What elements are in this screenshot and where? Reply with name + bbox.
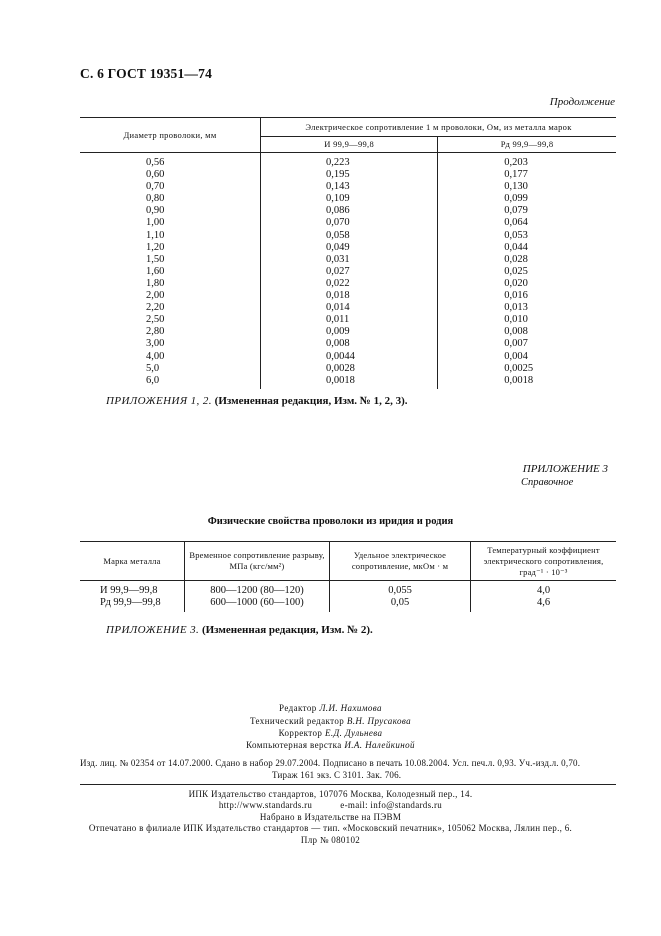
cell-resistance-ir: 0,0018 xyxy=(261,375,438,389)
credit-layout xyxy=(0,740,661,750)
cell-resistivity: 0,05 xyxy=(330,597,471,612)
cell-strength: 600—1000 (60—100) xyxy=(185,597,330,612)
page-header: С. 6 ГОСТ 19351—74 xyxy=(80,66,213,81)
cell-resistance-ir: 0,009 xyxy=(261,326,438,338)
credit-layout-role: Компьютерная верстка xyxy=(246,740,342,750)
cell-diameter: 0,90 xyxy=(80,205,261,217)
credit-corrector-role: Корректор xyxy=(278,728,323,738)
cell-resistance-rh: 0,007 xyxy=(504,338,528,350)
cell-resistance-ir: 0,058 xyxy=(261,230,438,242)
cell-diameter: 1,20 xyxy=(80,242,261,254)
cell-resistance-ir: 0,018 xyxy=(261,290,438,302)
cell-metal-grade: Рд 99,9—99,8 xyxy=(80,597,185,612)
cell-diameter: 1,80 xyxy=(80,278,261,290)
cell-diameter: 0,70 xyxy=(80,181,261,193)
col-header-metal-rh: Рд 99,9—99,8 xyxy=(438,136,616,152)
cell-temp-coefficient: 4,6 xyxy=(536,597,551,608)
cell-diameter: 0,56 xyxy=(80,153,261,170)
cell-resistance-ir: 0,0028 xyxy=(261,363,438,375)
cell-resistance-ir: 0,070 xyxy=(261,217,438,229)
imprint-divider xyxy=(80,784,616,785)
cell-resistance-rh: 0,044 xyxy=(504,241,528,253)
cell-diameter: 1,60 xyxy=(80,266,261,278)
cell-resistance-ir: 0,022 xyxy=(261,278,438,290)
cell-resistance-rh: 0,020 xyxy=(504,277,528,289)
cell-metal-grade: И 99,9—99,8 xyxy=(80,581,185,598)
publisher-email: e-mail: info@standards.ru xyxy=(340,800,443,810)
cell-diameter: 2,80 xyxy=(80,326,261,338)
cell-resistance-ir: 0,027 xyxy=(261,266,438,278)
cell-diameter: 1,00 xyxy=(80,217,261,229)
amendment-note-1-text: (Измененная редакция, Изм. № 1, 2, 3). xyxy=(214,395,408,407)
cell-diameter: 1,50 xyxy=(80,254,261,266)
credit-corrector xyxy=(0,728,661,738)
cell-resistance-rh: 0,008 xyxy=(504,326,528,338)
cell-resistance-ir: 0,031 xyxy=(261,254,438,266)
amendment-note-1-label: ПРИЛОЖЕНИЯ 1, 2. xyxy=(106,395,212,407)
col-header-temp-coefficient: Температурный коэффициент электрического сопротивления, град⁻¹ · 10⁻³ xyxy=(471,542,617,581)
amendment-note-2-text: (Измененная редакция, Изм. № 2). xyxy=(201,624,373,636)
table2-title: Физические свойства проволоки из иридия и родия xyxy=(207,516,454,527)
cell-resistance-rh: 0,028 xyxy=(504,253,528,265)
col-header-resistivity: Удельное электрическое сопротивление, мкОм · м xyxy=(330,542,471,581)
cell-resistance-ir: 0,008 xyxy=(261,338,438,350)
cell-resistance-ir: 0,109 xyxy=(261,193,438,205)
cell-resistance-ir: 0,143 xyxy=(261,181,438,193)
imprint-line-2: Тираж 161 экз. С 3101. Зак. 706. xyxy=(272,770,402,780)
cell-diameter: 5,0 xyxy=(80,363,261,375)
publisher-line-5: Плр № 080102 xyxy=(300,835,361,845)
cell-resistance-ir: 0,0044 xyxy=(261,351,438,363)
appendix-3-label: ПРИЛОЖЕНИЕ 3 xyxy=(522,463,608,475)
credit-tech-editor-role: Технический редактор xyxy=(249,716,345,726)
amendment-note-2-label: ПРИЛОЖЕНИЕ 3. xyxy=(106,624,200,636)
cell-temp-coefficient: 4,0 xyxy=(536,585,551,596)
cell-resistance-ir: 0,195 xyxy=(261,169,438,181)
publisher-line-3: Набрано в Издательстве на ПЭВМ xyxy=(259,812,402,822)
cell-diameter: 0,60 xyxy=(80,169,261,181)
publisher-site-link: http://www.standards.ru xyxy=(218,800,313,810)
cell-resistance-ir: 0,049 xyxy=(261,242,438,254)
cell-resistance-rh: 0,025 xyxy=(504,265,528,277)
col-header-strength: Временное сопротивление разрыву, МПа (кгс/мм²) xyxy=(185,542,330,581)
cell-diameter: 2,50 xyxy=(80,314,261,326)
imprint-line-1: Изд. лиц. № 02354 от 14.07.2000. Сдано в набор 29.07.2004. Подписано в печать 10.08.2004. Усл. печ.л. 0,93. Уч.-изд.л. 0,70. xyxy=(80,758,581,768)
credit-editor-name: Л.И. Нахимова xyxy=(319,703,382,713)
cell-resistance-rh: 0,013 xyxy=(504,302,528,314)
cell-resistance-rh: 0,099 xyxy=(504,193,528,205)
cell-resistance-ir: 0,223 xyxy=(261,153,438,170)
cell-resistivity: 0,055 xyxy=(330,581,471,598)
cell-diameter: 3,00 xyxy=(80,338,261,350)
publisher-line-4: Отпечатано в филиале ИПК Издательство стандартов — тип. «Московский печатник», 105062 Москва, Лялин пер., 6. xyxy=(88,823,573,833)
credit-layout-name: И.А. Налейкиной xyxy=(344,740,415,750)
publisher-contacts xyxy=(0,800,661,810)
credit-editor-role: Редактор xyxy=(279,703,317,713)
cell-resistance-rh: 0,0018 xyxy=(504,374,534,386)
cell-resistance-rh: 0,004 xyxy=(504,350,528,362)
cell-diameter: 6,0 xyxy=(80,375,261,389)
continuation-label: Продолжение xyxy=(549,96,615,108)
cell-resistance-rh: 0,010 xyxy=(504,314,528,326)
cell-resistance-rh: 0,203 xyxy=(504,157,528,168)
cell-resistance-rh: 0,177 xyxy=(504,169,528,181)
cell-diameter: 0,80 xyxy=(80,193,261,205)
col-header-resistance: Электрическое сопротивление 1 м проволоки, Ом, из металла марок xyxy=(261,118,617,137)
col-header-diameter: Диаметр проволоки, мм xyxy=(80,118,261,153)
cell-resistance-ir: 0,014 xyxy=(261,302,438,314)
cell-resistance-ir: 0,011 xyxy=(261,314,438,326)
cell-diameter: 1,10 xyxy=(80,230,261,242)
cell-strength: 800—1200 (80—120) xyxy=(185,581,330,598)
cell-diameter: 2,20 xyxy=(80,302,261,314)
col-header-metal-grade: Марка металла xyxy=(80,542,185,581)
cell-resistance-rh: 0,053 xyxy=(504,229,528,241)
cell-diameter: 2,00 xyxy=(80,290,261,302)
appendix-3-subtitle: Справочное xyxy=(521,477,574,488)
col-header-metal-ir: И 99,9—99,8 xyxy=(261,136,438,152)
cell-resistance-rh: 0,064 xyxy=(504,217,528,229)
cell-resistance-rh: 0,016 xyxy=(504,290,528,302)
cell-diameter: 4,00 xyxy=(80,351,261,363)
cell-resistance-rh: 0,130 xyxy=(504,181,528,193)
publisher-line-1: ИПК Издательство стандартов, 107076 Москва, Колодезный пер., 14. xyxy=(188,789,473,799)
cell-resistance-rh: 0,079 xyxy=(504,205,528,217)
credit-corrector-name: Е.Д. Дульнева xyxy=(324,728,383,738)
credit-tech-editor-name: В.Н. Прусакова xyxy=(346,716,412,726)
cell-resistance-rh: 0,0025 xyxy=(504,362,534,374)
credit-tech-editor xyxy=(0,716,661,726)
credit-editor xyxy=(0,703,661,713)
cell-resistance-ir: 0,086 xyxy=(261,205,438,217)
